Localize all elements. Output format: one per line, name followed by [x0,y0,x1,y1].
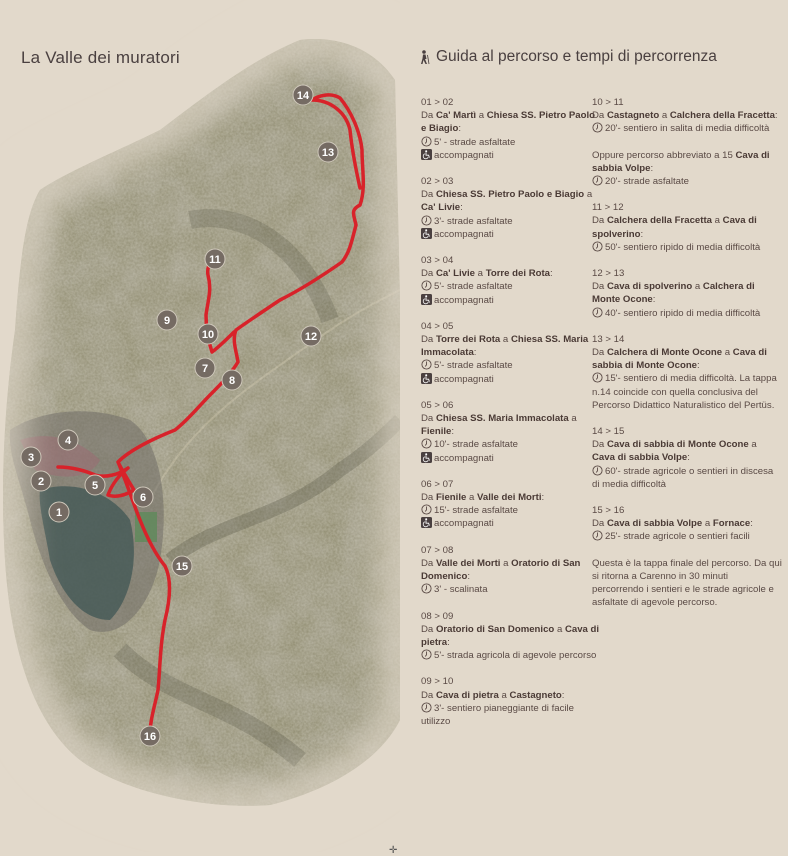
clock-icon [592,122,603,133]
marker-3 [21,447,41,467]
marker-label: 12 [304,331,318,343]
route-segment [421,254,601,307]
guide-column-right [592,96,782,623]
segment-number: 04 > 05 [421,320,454,332]
clock-icon [592,372,603,383]
segment-access: accompagnati [421,228,601,241]
segment-time: 25'- strade agricole o sentieri facili [592,530,782,543]
wheelchair-icon [421,149,432,160]
marker-7 [195,358,215,378]
marker-label: 9 [163,315,171,327]
marker-label: 6 [139,492,147,504]
marker-label: 3 [27,452,35,464]
marker-11 [205,249,225,269]
marker-label: 14 [296,90,310,102]
marker-4 [58,430,78,450]
marker-label: 4 [64,435,72,447]
route-segment [421,175,601,241]
clock-icon [592,307,603,318]
guide-title [418,48,717,66]
segment-time: 40'- sentiero ripido di media difficoltà [592,307,782,320]
marker-label: 1 [55,507,63,519]
route-segment [421,478,601,531]
segment-route: Oppure percorso abbreviato a 15 Cava di sabbia Volpe: [592,149,770,174]
wheelchair-icon [421,294,432,305]
marker-label: 2 [37,476,45,488]
hiker-icon [418,50,430,65]
segment-access: accompagnati [421,517,601,530]
segment-time: 5'- strade asfaltate [421,359,601,372]
clock-icon [421,504,432,515]
segment-number: 15 > 16 [592,505,625,517]
segment-route: Da Calchera della Fracetta a Cava di spolverino: [592,215,757,240]
segment-time: 5'- strade asfaltate [421,280,601,293]
clock-icon [592,465,603,476]
clock-icon [592,241,603,252]
segment-number: 13 > 14 [592,333,625,345]
segment-number: 11 > 12 [592,202,624,214]
segment-time: 5'- strada agricola di agevole percorso [421,649,601,662]
segment-number: 08 > 09 [421,610,454,622]
marker-label: 16 [143,731,157,743]
clock-icon [421,359,432,370]
guide-column-left [421,96,601,741]
segment-route: Da Cava di pietra a Castagneto: [421,689,565,701]
marker-label: 15 [175,561,189,573]
route-segment [421,544,601,597]
segment-time: 15'- strade asfaltate [421,504,601,517]
clock-icon [421,136,432,147]
clock-icon [421,438,432,449]
map-title: La Valle dei muratori [21,48,180,67]
marker-15 [172,556,192,576]
segment-number: 14 > 15 [592,426,625,438]
segment-access: accompagnati [421,452,601,465]
segment-time: 60'- strade agricole o sentieri in discesa di media difficoltà [592,465,774,490]
wheelchair-icon [421,228,432,239]
wheelchair-icon [421,517,432,528]
clock-icon [421,280,432,291]
route-segment [421,320,601,386]
segment-route: Da Chiesa SS. Pietro Paolo e Biagio a Ca' Livie: [421,189,593,214]
clock-icon [421,215,432,226]
marker-12 [301,326,321,346]
marker-13 [318,142,338,162]
marker-10 [198,324,218,344]
segment-number: 07 > 08 [421,544,454,556]
marker-label: 5 [91,480,99,492]
route-segment [592,201,782,254]
segment-route: Da Cava di spolverino a Calchera di Monte Ocone: [592,281,755,306]
route-segment [592,333,782,412]
segment-route: Da Cava di sabbia Volpe a Fornace: [592,518,753,530]
segment-number: 10 > 11 [592,97,624,108]
route-segment [592,504,782,544]
segment-time: 5' - strade asfaltate [421,136,601,149]
guide-title-text: Guida al percorso e tempi di percorrenza [436,48,717,65]
segment-route: Da Ca' Martì a Chiesa SS. Pietro Paolo e Biagio: [421,110,595,135]
closing-note: Questa è la tappa finale del percorso. Da qui si ritorna a Carenno in 30 minuti percorrendo i sentieri e le strade agricole e asfaltate di agevole percorso. [592,557,782,609]
marker-label: 8 [228,375,236,387]
marker-label: 13 [321,147,335,159]
segment-number: 02 > 03 [421,176,454,188]
segment-access: accompagnati [421,294,601,307]
segment-access: accompagnati [421,149,601,162]
segment-time: 50'- sentiero ripido di media difficoltà [592,241,782,254]
segment-route: Da Cava di sabbia di Monte Ocone a Cava di sabbia Volpe: [592,439,757,464]
wheelchair-icon [421,373,432,384]
segment-number: 06 > 07 [421,478,454,490]
segment-route: Da Oratorio di San Domenico a Cava di pietra: [421,623,600,648]
route-segment [592,425,782,491]
clock-icon [592,530,603,541]
segment-route: Da Valle dei Morti a Oratorio di San Domenico: [421,557,581,583]
marker-2 [31,471,51,491]
route-segment [421,96,601,162]
marker-label: 10 [201,329,215,341]
segment-number: 09 > 10 [421,676,454,688]
segment-number: 05 > 06 [421,399,454,411]
clock-icon [421,702,432,713]
route-segment [421,399,601,465]
wheelchair-icon [421,452,432,463]
segment-time: 3'- strade asfaltate [421,215,601,228]
segment-access: accompagnati [421,373,601,386]
marker-label: 11 [209,254,221,266]
clock-icon [421,649,432,660]
marker-label: 7 [201,363,209,375]
segment-route: Da Fienile a Valle dei Morti: [421,492,545,504]
marker-14 [293,85,313,105]
route-segment [592,149,782,189]
marker-9 [157,310,177,330]
segment-route: Da Ca' Livie a Torre dei Rota: [421,268,553,280]
segment-number: 01 > 02 [421,97,454,108]
segment-route: Da Chiesa SS. Maria Immacolata a Fienile: [421,413,577,438]
route-segment [421,610,601,663]
segment-route: Da Castagneto a Calchera della Fracetta: [592,110,778,122]
segment-time: 3' - scalinata [421,583,601,596]
marker-8 [222,370,242,390]
segment-time: 15'- sentiero di media difficoltà. La tappa n.14 coincide con quella conclusiva del Percorso Didattico Naturalistico del Pertüs. [592,373,777,411]
route-segment [592,96,782,136]
route-segment [421,675,601,728]
clock-icon [592,175,603,186]
marker-16 [140,726,160,746]
segment-time: 20'- sentiero in salita di media difficoltà [592,122,782,135]
clock-icon [421,583,432,594]
marker-5 [85,475,105,495]
segment-number: 12 > 13 [592,268,625,280]
crop-mark-icon: ✛ [389,845,398,856]
marker-6 [133,487,153,507]
segment-route: Da Calchera di Monte Ocone a Cava di sabbia di Monte Ocone: [592,347,767,372]
marker-1 [49,502,69,522]
segment-route: Da Torre dei Rota a Chiesa SS. Maria Immacolata: [421,334,589,359]
segment-time: 10'- strade asfaltate [421,438,601,451]
segment-number: 03 > 04 [421,255,454,267]
segment-time: 20'- strade asfaltate [592,175,782,188]
segment-time: 3'- sentiero pianeggiante di facile utilizzo [421,702,574,727]
route-segment [592,267,782,320]
